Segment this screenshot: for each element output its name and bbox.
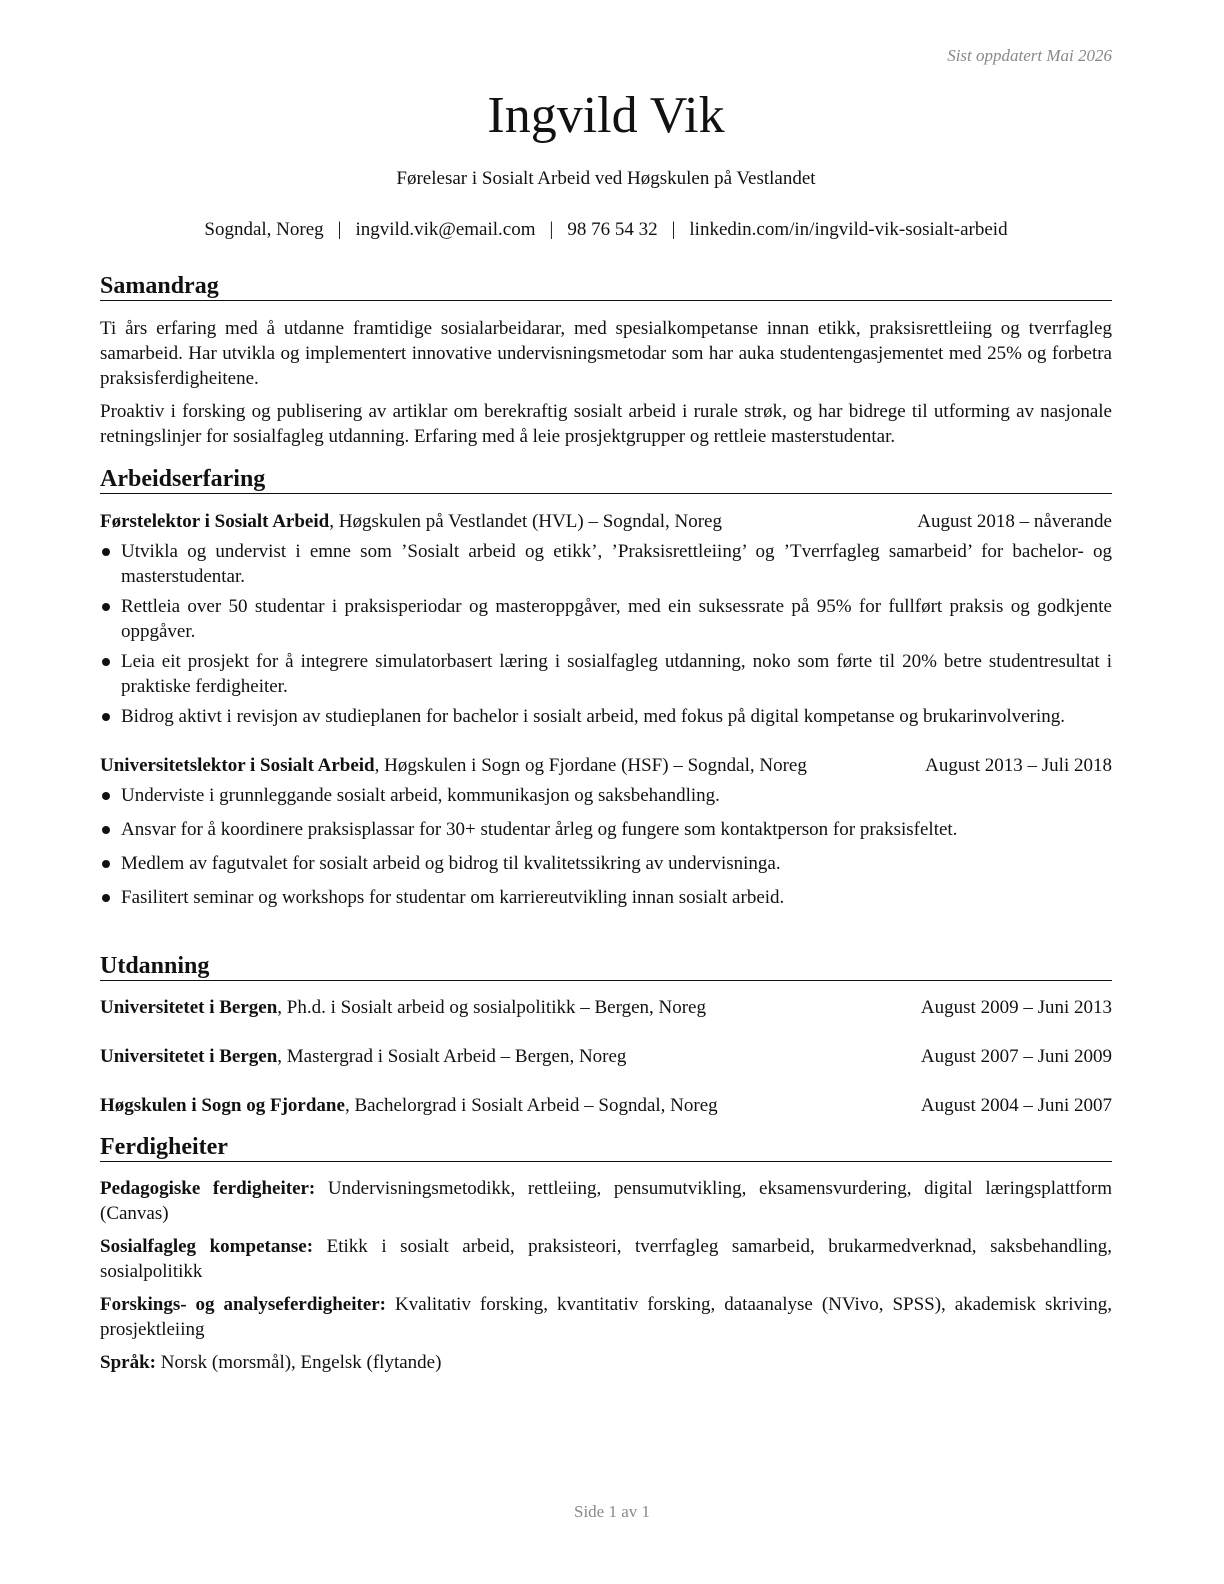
summary-paragraph: Ti års erfaring med å utdanne framtidige sosialarbeidarar, med spesialkompetanse innan etikk, praksisrettleiing og tverrfagleg samarbeid. Har utvikla og implementert innovative undervisningsmetodar som har auka studentengasjementet med 25% og forbetra praksisferdigheitene.: [100, 318, 1112, 389]
email-link[interactable]: ingvild.vik@email.com: [355, 219, 536, 240]
summary-paragraph: Proaktiv i forsking og publisering av artiklar om berekraftig sosialt arbeid i rurale strøk, og har bidrege til utforming av nasjonale retningslinjer for sosialfagleg utdanning. Erfaring med å leie prosjektgrupper og rettleie masterstudentar.: [100, 401, 1112, 447]
skill-item: [100, 1292, 1112, 1342]
education-section: [100, 952, 1112, 1118]
bullet-dot: [102, 792, 110, 800]
phone: 98 76 54 32: [567, 219, 658, 240]
skill-label: Språk:: [100, 1352, 156, 1373]
bullet-dot: [102, 894, 110, 902]
degree-detail: , Bachelorgrad i Sosialt Arbeid – Sogndal, Noreg: [344, 1095, 718, 1116]
degree-detail: , Ph.d. i Sosialt arbeid og sosialpolitikk – Bergen, Noreg: [277, 997, 706, 1018]
education-item: [100, 1044, 1112, 1069]
job-bullets: [100, 539, 1112, 729]
job-dates: August 2013 – Juli 2018: [925, 755, 1112, 776]
bullet-dot: [102, 826, 110, 834]
job-header: [100, 753, 1112, 778]
job-entry: [100, 753, 1112, 910]
linkedin-link[interactable]: linkedin.com/in/ingvild-vik-sosialt-arbeid: [689, 219, 1008, 240]
section-heading: Ferdigheiter: [100, 1133, 1112, 1162]
bullet-item: Ansvar for å koordinere praksisplassar for 30+ studentar årleg og fungere som kontaktperson for praksisfeltet.: [100, 817, 1112, 842]
bullet-item: Utvikla og undervist i emne som ’Sosialt arbeid og etikk’, ’Praksisrettleiing’ og ’Tverrfagleg samarbeid’ for bachelor- og masterstudentar.: [100, 539, 1112, 589]
school-name: Høgskulen i Sogn og Fjordane: [100, 1095, 345, 1116]
education-item: [100, 1093, 1112, 1118]
bullet-item: Medlem av fagutvalet for sosialt arbeid og bidrog til kvalitetssikring av undervisninga.: [100, 851, 1112, 876]
skill-label: Forskings- og analyseferdigheiter:: [100, 1294, 387, 1315]
job-dates: August 2018 – nåverande: [917, 511, 1112, 532]
job-title: Førstelektor i Sosialt Arbeid: [100, 511, 330, 532]
bullet-item: Fasilitert seminar og workshops for studentar om karriereutvikling innan sosialt arbeid.: [100, 885, 1112, 910]
summary-section: [100, 272, 1112, 449]
skill-text: Undervisningsmetodikk, rettleiing, pensumutvikling, eksamensvurdering, digital læringsplattform (Canvas): [100, 1178, 1112, 1224]
job-header: [100, 509, 1112, 534]
bullet-dot: [102, 713, 110, 721]
school-name: Universitetet i Bergen: [100, 997, 278, 1018]
last-updated: Sist oppdatert Mai 2026: [947, 46, 1112, 65]
bullet-item: Underviste i grunnleggande sosialt arbeid, kommunikasjon og saksbehandling.: [100, 783, 1112, 808]
job-title: Universitetslektor i Sosialt Arbeid: [100, 755, 375, 776]
skill-text: Etikk i sosialt arbeid, praksisteori, tverrfagleg samarbeid, brukarmedverknad, saksbehandling, sosialpolitikk: [100, 1236, 1113, 1282]
education-dates: August 2004 – Juni 2007: [920, 1095, 1112, 1116]
job-org: , Høgskulen på Vestlandet (HVL) – Sogndal, Noreg: [329, 511, 722, 532]
section-heading: Arbeidserfaring: [100, 465, 1112, 494]
skill-item: [100, 1176, 1112, 1226]
education-dates: August 2009 – Juni 2013: [920, 997, 1112, 1018]
section-heading: Samandrag: [100, 272, 1112, 301]
bullet-dot: [102, 603, 110, 611]
job-bullets: [100, 783, 1112, 910]
job-entry: [100, 509, 1112, 729]
bullet-dot: [102, 548, 110, 556]
page-number: Side 1 av 1: [573, 1502, 651, 1521]
bullet-dot: [102, 658, 110, 666]
skills-section: [100, 1133, 1112, 1375]
skill-text: Norsk (morsmål), Engelsk (flytande): [155, 1352, 442, 1373]
bullet-item: Leia eit prosjekt for å integrere simulatorbasert læring i sosialfagleg utdanning, noko som førte til 20% betre studentresultat i praktiske ferdigheiter.: [100, 649, 1112, 699]
skill-label: Sosialfagleg kompetanse:: [100, 1236, 314, 1257]
skill-item: [100, 1234, 1112, 1284]
school-name: Universitetet i Bergen: [100, 1046, 278, 1067]
bullet-item: Rettleia over 50 studentar i praksisperiodar og masteroppgåver, med ein suksessrate på 95% for fullført praksis og godkjente oppgåver.: [100, 594, 1112, 644]
experience-section: [100, 465, 1112, 910]
separator: |: [671, 219, 676, 240]
bullet-item: Bidrog aktivt i revisjon av studieplanen for bachelor i sosialt arbeid, med fokus på digital kompetanse og brukarinvolvering.: [100, 704, 1112, 729]
bullet-dot: [102, 860, 110, 868]
section-heading: Utdanning: [100, 952, 1112, 981]
location: Sogndal, Noreg: [204, 219, 324, 240]
person-name: Ingvild Vik: [487, 87, 725, 144]
skill-label: Pedagogiske ferdigheiter:: [100, 1178, 316, 1199]
separator: |: [549, 219, 554, 240]
degree-detail: , Mastergrad i Sosialt Arbeid – Bergen, Noreg: [277, 1046, 627, 1067]
separator: |: [337, 219, 342, 240]
skill-item: [100, 1350, 1112, 1375]
education-item: [100, 995, 1112, 1020]
job-org: , Høgskulen i Sogn og Fjordane (HSF) – Sogndal, Noreg: [374, 755, 807, 776]
job-title: Førelesar i Sosialt Arbeid ved Høgskulen på Vestlandet: [396, 168, 816, 189]
contact-line: [100, 219, 1112, 241]
education-dates: August 2007 – Juni 2009: [920, 1046, 1112, 1067]
skill-text: Kvalitativ forsking, kvantitativ forsking, dataanalyse (NVivo, SPSS), akademisk skriving, prosjektleiing: [100, 1294, 1113, 1340]
